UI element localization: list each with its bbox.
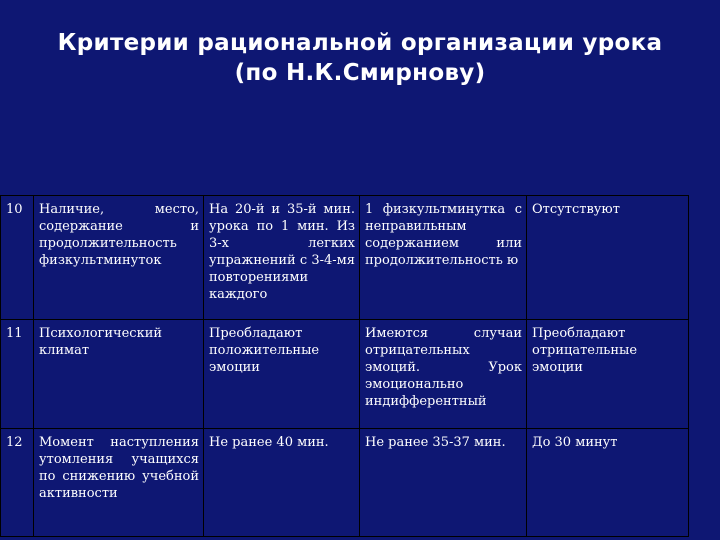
- criteria-table: [0, 195, 689, 537]
- level-high-cell: На 20-й и 35-й мин. урока по 1 мин. Из 3-х легких упражнений с 3-4-мя повторениями каждого: [204, 196, 360, 320]
- row-number: 11: [1, 320, 34, 429]
- title-line-2: (по Н.К.Смирнову): [234, 60, 486, 86]
- criterion-cell: Наличие, место, содержание и продолжительность физкультминуток: [34, 196, 204, 320]
- criterion-cell: Психологический климат: [34, 320, 204, 429]
- level-low-cell: Преобладают отрицательные эмоции: [527, 320, 689, 429]
- table-row: [1, 429, 689, 537]
- row-number: 12: [1, 429, 34, 537]
- table-row: [1, 196, 689, 320]
- level-low-cell: До 30 минут: [527, 429, 689, 537]
- level-high-cell: Преобладают положительные эмоции: [204, 320, 360, 429]
- level-medium-cell: Имеются случаи отрицательных эмоций. Урок эмоционально индифферентный: [360, 320, 527, 429]
- criterion-cell: Момент наступления утомления учащихся по снижению учебной активности: [34, 429, 204, 537]
- row-number: 10: [1, 196, 34, 320]
- level-high-cell: Не ранее 40 мин.: [204, 429, 360, 537]
- slide-title: [0, 28, 720, 88]
- title-line-1: Критерии рациональной организации урока: [57, 30, 663, 56]
- level-low-cell: Отсутствуют: [527, 196, 689, 320]
- level-medium-cell: 1 физкультминутка с неправильным содержанием или продолжительность ю: [360, 196, 527, 320]
- table-row: [1, 320, 689, 429]
- level-medium-cell: Не ранее 35-37 мин.: [360, 429, 527, 537]
